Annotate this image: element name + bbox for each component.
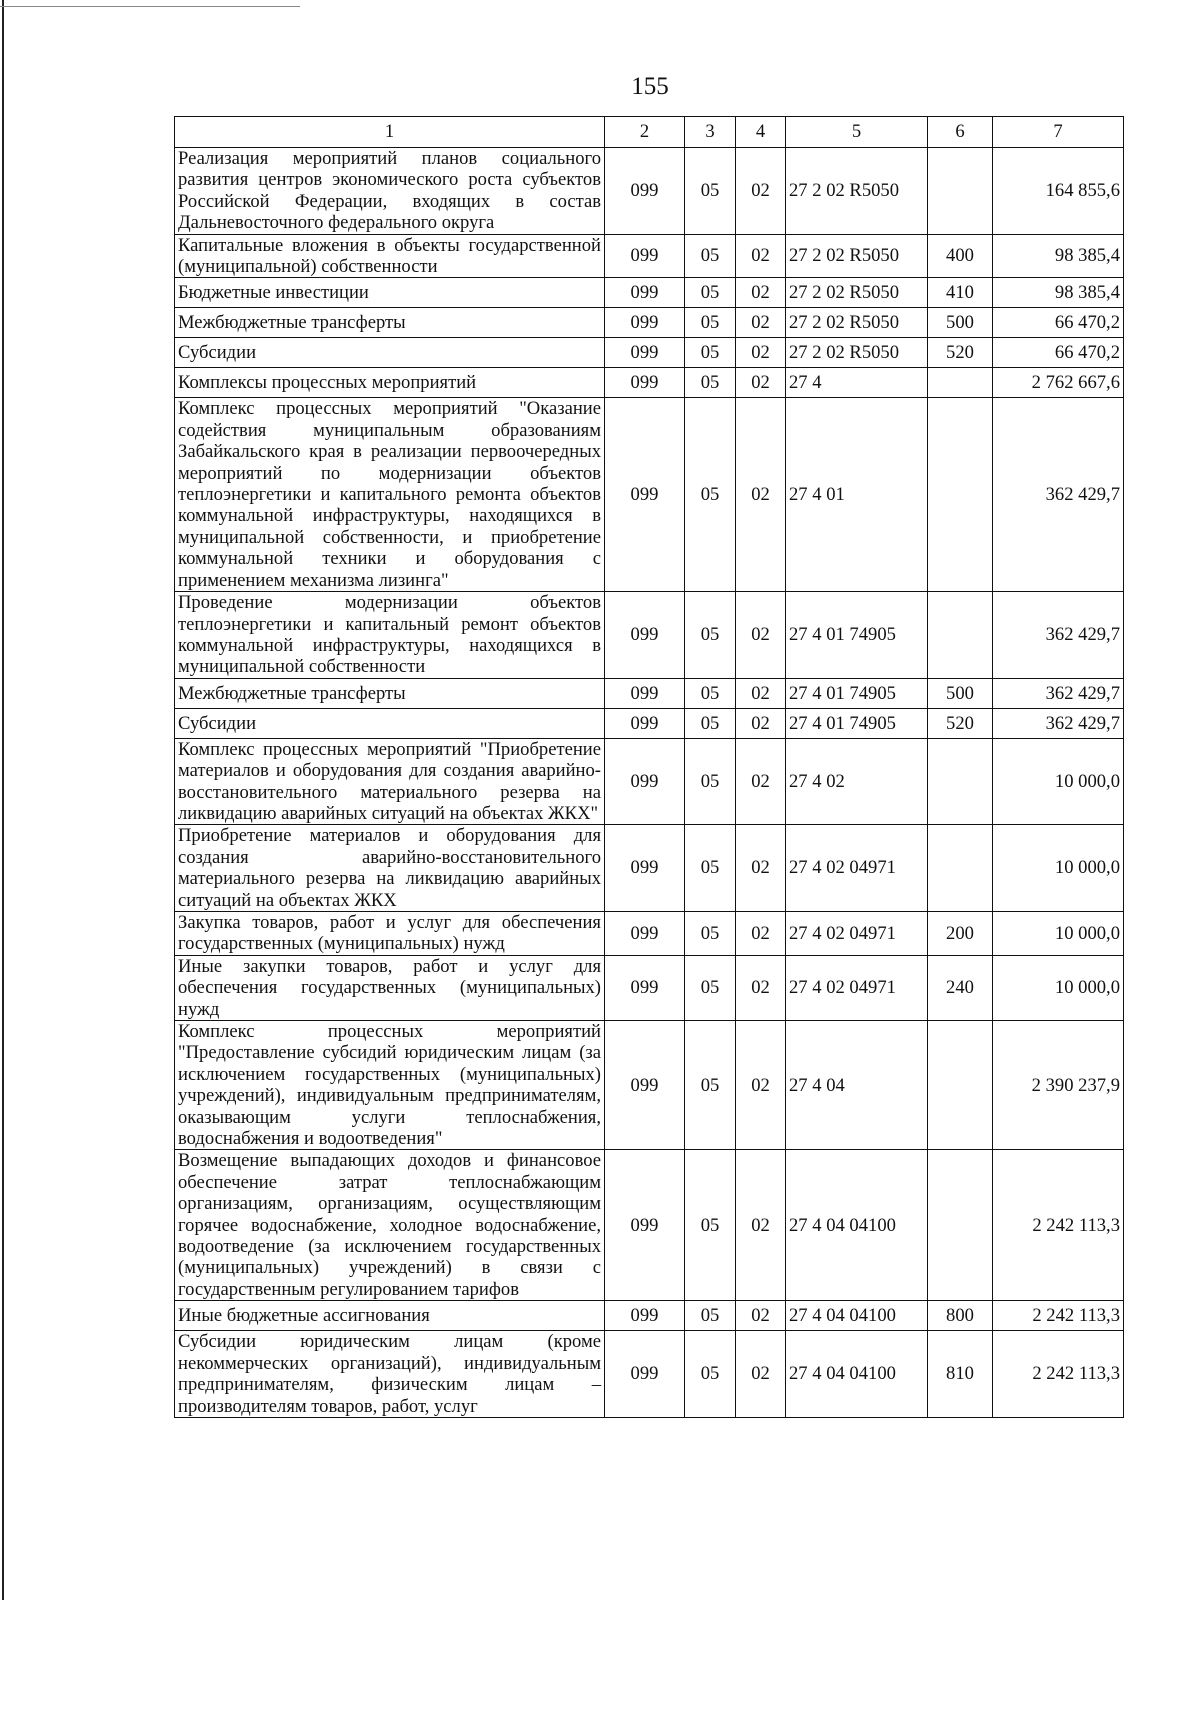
row-name: Иные бюджетные ассигнования <box>175 1301 605 1331</box>
row-target-article: 27 2 02 R5050 <box>786 234 928 278</box>
row-subsection: 02 <box>736 1150 786 1301</box>
row-expense-type <box>928 1021 993 1150</box>
row-name: Субсидии <box>175 708 605 738</box>
scan-top-edge <box>0 6 300 7</box>
row-amount: 10 000,0 <box>993 911 1124 955</box>
row-target-article: 27 4 04 04100 <box>786 1331 928 1418</box>
row-subsection: 02 <box>736 368 786 398</box>
row-section: 05 <box>685 234 736 278</box>
row-grbs: 099 <box>605 1331 685 1418</box>
row-amount: 66 470,2 <box>993 338 1124 368</box>
row-amount: 362 429,7 <box>993 708 1124 738</box>
row-amount: 98 385,4 <box>993 278 1124 308</box>
header-col-2: 2 <box>605 117 685 148</box>
row-name: Приобретение материалов и оборудования для создания аварийно-восстановительного материального резерва на ликвидацию аварийных ситуаций на объектах ЖКХ <box>175 825 605 912</box>
row-section: 05 <box>685 1301 736 1331</box>
row-target-article: 27 2 02 R5050 <box>786 278 928 308</box>
row-name: Закупка товаров, работ и услуг для обеспечения государственных (муниципальных) нужд <box>175 911 605 955</box>
row-name: Проведение модернизации объектов теплоэнергетики и капитальный ремонт объектов коммунальной инфраструктуры, находящихся в муниципальной собственности <box>175 592 605 679</box>
row-subsection: 02 <box>736 911 786 955</box>
row-name: Комплексы процессных мероприятий <box>175 368 605 398</box>
row-amount: 66 470,2 <box>993 308 1124 338</box>
table-row <box>175 308 1124 338</box>
table-row <box>175 1301 1124 1331</box>
row-target-article: 27 4 <box>786 368 928 398</box>
table-row <box>175 1331 1124 1418</box>
row-grbs: 099 <box>605 368 685 398</box>
row-target-article: 27 4 01 <box>786 398 928 592</box>
row-section: 05 <box>685 148 736 235</box>
row-section: 05 <box>685 398 736 592</box>
table-row <box>175 398 1124 592</box>
row-grbs: 099 <box>605 1021 685 1150</box>
row-name: Иные закупки товаров, работ и услуг для обеспечения государственных (муниципальных) нужд <box>175 955 605 1020</box>
row-expense-type: 520 <box>928 338 993 368</box>
row-grbs: 099 <box>605 825 685 912</box>
row-amount: 164 855,6 <box>993 148 1124 235</box>
row-expense-type: 520 <box>928 708 993 738</box>
row-expense-type <box>928 738 993 825</box>
row-target-article: 27 4 02 <box>786 738 928 825</box>
row-expense-type: 500 <box>928 308 993 338</box>
row-amount: 362 429,7 <box>993 592 1124 679</box>
row-amount: 362 429,7 <box>993 398 1124 592</box>
row-expense-type: 810 <box>928 1331 993 1418</box>
row-target-article: 27 2 02 R5050 <box>786 308 928 338</box>
row-target-article: 27 4 02 04971 <box>786 911 928 955</box>
row-grbs: 099 <box>605 738 685 825</box>
table-row <box>175 338 1124 368</box>
row-subsection: 02 <box>736 738 786 825</box>
row-amount: 2 242 113,3 <box>993 1301 1124 1331</box>
row-target-article: 27 4 04 04100 <box>786 1150 928 1301</box>
row-grbs: 099 <box>605 148 685 235</box>
row-subsection: 02 <box>736 825 786 912</box>
row-expense-type <box>928 592 993 679</box>
row-amount: 10 000,0 <box>993 825 1124 912</box>
row-name: Субсидии <box>175 338 605 368</box>
row-target-article: 27 4 02 04971 <box>786 825 928 912</box>
table-row <box>175 678 1124 708</box>
row-section: 05 <box>685 1150 736 1301</box>
table-row <box>175 708 1124 738</box>
header-col-1: 1 <box>175 117 605 148</box>
row-amount: 98 385,4 <box>993 234 1124 278</box>
row-target-article: 27 4 01 74905 <box>786 678 928 708</box>
row-name: Комплекс процессных мероприятий "Оказание содействия муниципальным образованиям Забайкальского края в реализации первоочередных мероприятий по модернизации объектов теплоэнергетики и капитального ремонта объектов коммунальной инфраструктуры, находящихся в муниципальной собственности, и приобретение коммунальной техники и оборудования с применением механизма лизинга" <box>175 398 605 592</box>
row-subsection: 02 <box>736 308 786 338</box>
row-amount: 10 000,0 <box>993 955 1124 1020</box>
table-row <box>175 368 1124 398</box>
row-subsection: 02 <box>736 234 786 278</box>
header-col-4: 4 <box>736 117 786 148</box>
row-name: Комплекс процессных мероприятий "Приобретение материалов и оборудования для создания аварийно-восстановительного материального резерва на ликвидацию аварийных ситуаций на объектах ЖКХ" <box>175 738 605 825</box>
row-grbs: 099 <box>605 308 685 338</box>
row-section: 05 <box>685 678 736 708</box>
row-section: 05 <box>685 278 736 308</box>
row-subsection: 02 <box>736 955 786 1020</box>
row-section: 05 <box>685 338 736 368</box>
row-subsection: 02 <box>736 592 786 679</box>
row-section: 05 <box>685 825 736 912</box>
row-subsection: 02 <box>736 1301 786 1331</box>
row-grbs: 099 <box>605 955 685 1020</box>
row-name: Субсидии юридическим лицам (кроме некоммерческих организаций), индивидуальным предпринимателям, физическим лицам – производителям товаров, работ, услуг <box>175 1331 605 1418</box>
row-name: Возмещение выпадающих доходов и финансовое обеспечение затрат теплоснабжающим организациям, организациям, осуществляющим горячее водоснабжение, холодное водоснабжение, водоотведение (за исключением государственных (муниципальных) учреждений) в связи с государственным регулированием тарифов <box>175 1150 605 1301</box>
row-subsection: 02 <box>736 1331 786 1418</box>
row-amount: 10 000,0 <box>993 738 1124 825</box>
row-target-article: 27 4 02 04971 <box>786 955 928 1020</box>
row-expense-type: 400 <box>928 234 993 278</box>
scan-left-edge <box>2 0 4 1600</box>
row-grbs: 099 <box>605 1150 685 1301</box>
row-amount: 2 242 113,3 <box>993 1331 1124 1418</box>
budget-table <box>174 116 1124 1418</box>
table-row <box>175 278 1124 308</box>
row-section: 05 <box>685 1021 736 1150</box>
row-expense-type: 200 <box>928 911 993 955</box>
row-name: Капитальные вложения в объекты государственной (муниципальной) собственности <box>175 234 605 278</box>
row-name: Межбюджетные трансферты <box>175 678 605 708</box>
row-target-article: 27 4 01 74905 <box>786 708 928 738</box>
row-subsection: 02 <box>736 398 786 592</box>
row-grbs: 099 <box>605 1301 685 1331</box>
row-target-article: 27 4 01 74905 <box>786 592 928 679</box>
table-row <box>175 825 1124 912</box>
row-subsection: 02 <box>736 278 786 308</box>
row-target-article: 27 2 02 R5050 <box>786 148 928 235</box>
header-col-5: 5 <box>786 117 928 148</box>
row-amount: 2 242 113,3 <box>993 1150 1124 1301</box>
table-header-row <box>175 117 1124 148</box>
row-name: Бюджетные инвестиции <box>175 278 605 308</box>
row-name: Реализация мероприятий планов социального развития центров экономического роста субъектов Российской Федерации, входящих в состав Дальневосточного федерального округа <box>175 148 605 235</box>
row-subsection: 02 <box>736 148 786 235</box>
row-expense-type: 800 <box>928 1301 993 1331</box>
row-section: 05 <box>685 911 736 955</box>
row-grbs: 099 <box>605 234 685 278</box>
row-expense-type <box>928 1150 993 1301</box>
row-amount: 2 390 237,9 <box>993 1021 1124 1150</box>
page-number: 155 <box>631 73 669 100</box>
table-row <box>175 148 1124 235</box>
row-section: 05 <box>685 592 736 679</box>
row-expense-type: 240 <box>928 955 993 1020</box>
row-amount: 2 762 667,6 <box>993 368 1124 398</box>
row-expense-type <box>928 398 993 592</box>
row-grbs: 099 <box>605 592 685 679</box>
row-target-article: 27 2 02 R5050 <box>786 338 928 368</box>
row-expense-type: 500 <box>928 678 993 708</box>
row-grbs: 099 <box>605 708 685 738</box>
row-grbs: 099 <box>605 338 685 368</box>
table-row <box>175 592 1124 679</box>
row-subsection: 02 <box>736 708 786 738</box>
row-subsection: 02 <box>736 678 786 708</box>
row-expense-type <box>928 368 993 398</box>
row-section: 05 <box>685 955 736 1020</box>
row-grbs: 099 <box>605 678 685 708</box>
row-expense-type <box>928 825 993 912</box>
row-section: 05 <box>685 708 736 738</box>
row-amount: 362 429,7 <box>993 678 1124 708</box>
row-grbs: 099 <box>605 911 685 955</box>
row-subsection: 02 <box>736 338 786 368</box>
row-subsection: 02 <box>736 1021 786 1150</box>
table-row <box>175 955 1124 1020</box>
table-row <box>175 911 1124 955</box>
table-row <box>175 1150 1124 1301</box>
row-section: 05 <box>685 308 736 338</box>
table-row <box>175 234 1124 278</box>
row-target-article: 27 4 04 04100 <box>786 1301 928 1331</box>
header-col-6: 6 <box>928 117 993 148</box>
row-name: Межбюджетные трансферты <box>175 308 605 338</box>
row-section: 05 <box>685 368 736 398</box>
row-grbs: 099 <box>605 278 685 308</box>
row-grbs: 099 <box>605 398 685 592</box>
row-section: 05 <box>685 1331 736 1418</box>
header-col-3: 3 <box>685 117 736 148</box>
table-row <box>175 738 1124 825</box>
row-expense-type: 410 <box>928 278 993 308</box>
header-col-7: 7 <box>993 117 1124 148</box>
table-row <box>175 1021 1124 1150</box>
row-expense-type <box>928 148 993 235</box>
row-section: 05 <box>685 738 736 825</box>
row-target-article: 27 4 04 <box>786 1021 928 1150</box>
row-name: Комплекс процессных мероприятий "Предоставление субсидий юридическим лицам (за исключением государственных (муниципальных) учреждений), индивидуальным предпринимателям, оказывающим услуги теплоснабжения, водоснабжения и водоотведения" <box>175 1021 605 1150</box>
